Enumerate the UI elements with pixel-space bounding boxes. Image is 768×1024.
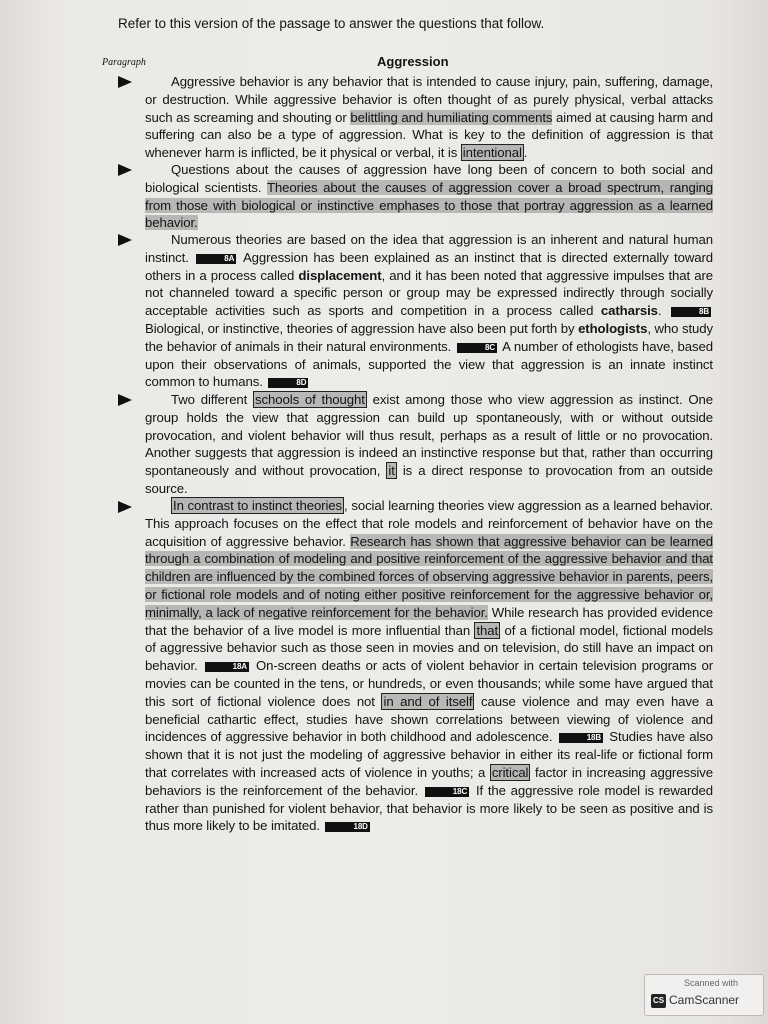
text: factor in increasing aggressive behaviors is the reinforcement of the behavior. xyxy=(145,764,713,798)
insertion-marker: 8C xyxy=(457,343,497,353)
text: , and it has been noted that aggressive impulses that are not channeled toward a specific person or group may be expressed indirectly through socially acceptable activities such as sports and competition in a process called xyxy=(145,267,713,319)
text: exist among those who view aggression as instinct. One group holds the view that aggression can build up spontaneously, with or without outside provocation, and violent behavior will thus result, perhaps as a result of little or no provocation. Another suggests that aggression is indeed an instinctive response but that, rather than occurring spontaneously and without provocation, xyxy=(145,392,713,479)
text: If the aggressive role model is rewarded rather than punished for violent behavior, that behavior is more likely to be seen as positive and is thus more likely to be imitated. xyxy=(145,782,713,834)
bold-term: displacement xyxy=(298,267,382,283)
insertion-marker: 18D xyxy=(325,822,369,832)
paragraph-4 xyxy=(145,391,713,498)
boxed-word: that xyxy=(476,622,499,638)
instructions: Refer to this version of the passage to answer the questions that follow. xyxy=(118,16,545,31)
boxed-phrase: schools of thought xyxy=(255,392,365,407)
insertion-marker: 8B xyxy=(671,307,711,317)
text: aimed at causing harm and suffering can also be a type of aggression. What is key to the definition of aggression is that whenever harm is inflicted, be it physical or verbal, it is xyxy=(145,109,713,161)
paragraph-arrow-icon xyxy=(117,393,133,407)
text: . xyxy=(523,145,528,161)
paragraph-1 xyxy=(145,73,713,162)
camscanner-logo-icon: CS xyxy=(651,994,666,1008)
scanned-with-label: Scanned with xyxy=(683,978,739,988)
paragraph-2 xyxy=(145,161,713,232)
text: Aggressive behavior is any behavior that is intended to cause injury, pain, suffering, damage, or destruction. While aggressive behavior is often thought of as purely physical, verbal attacks such as screaming and shouting or xyxy=(145,74,713,125)
text: A number of ethologists have, based upon their observations of animals, supported the view that aggression is an innate instinct common to humans. xyxy=(145,338,713,390)
text: Biological, or instinctive, theories of aggression have also been put forth by xyxy=(145,320,579,336)
paragraph-column-label: Paragraph xyxy=(102,57,146,68)
boxed-word: intentional xyxy=(462,145,522,161)
text: While research has provided evidence that the behavior of a live model is more influential than xyxy=(145,604,713,638)
insertion-marker: 18B xyxy=(559,733,603,743)
text: . xyxy=(657,303,669,319)
passage-title: Aggression xyxy=(377,54,449,69)
text: Questions about the causes of aggression have long been of concern to both social and biological scientists. xyxy=(145,162,713,195)
bold-term: catharsis xyxy=(600,303,658,319)
highlighted-sentence: Research has shown that aggressive behavior can be learned through a combination of modeling and positive reinforcement of the aggressive behavior and that children are influenced by the combined forces of observing aggressive behavior in parents, peers, or fictional role models and of noting either positive reinforcement for the aggressive behavior or, minimally, a lack of negative reinforcement for the behavior. xyxy=(145,533,713,620)
text: Aggression has been explained as an instinct that is directed externally toward others in a process called xyxy=(145,249,714,283)
highlighted-sentence: Theories about the causes of aggression cover a broad spectrum, ranging from those with biological or instinctive emphases to those that portray aggression as a learned behavior. xyxy=(145,179,713,231)
insertion-marker: 18C xyxy=(425,787,469,797)
text: Studies have also shown that it is not just the modeling of aggressive behavior in either its real-life or fictional form that correlates with increased acts of violence in youths; a xyxy=(145,729,714,780)
boxed-word: it xyxy=(388,463,395,479)
paragraph-arrow-icon xyxy=(117,500,133,514)
paragraph-arrow-icon xyxy=(117,233,133,247)
boxed-word: critical xyxy=(491,764,529,780)
paragraph-3 xyxy=(145,231,713,391)
insertion-marker: 18A xyxy=(205,662,249,672)
text: On-screen deaths or acts of violent behavior in certain television programs or movies can be counted in the tens, or hundreds, or even thousands; while some have argued that this sort of fictional violence does not xyxy=(145,658,714,709)
paragraph-arrow-icon xyxy=(117,75,133,89)
text: cause violence and may even have a beneficial cathartic effect, studies have shown correlations between viewing of violence and incidences of aggressive behavior in both childhood and adolescence. xyxy=(145,693,713,745)
insertion-marker: 8A xyxy=(196,254,236,264)
boxed-phrase: In contrast to instinct theories xyxy=(173,498,343,513)
highlighted-phrase: belittling and humiliating comments xyxy=(350,109,553,125)
camscanner-name: CamScanner xyxy=(669,993,740,1007)
paragraph-5 xyxy=(145,497,713,835)
text: , who study the behavior of animals in their natural environments. xyxy=(145,320,713,354)
text: Numerous theories are based on the idea that aggression is an inherent and natural human instinct. xyxy=(145,232,713,265)
paragraph-arrow-icon xyxy=(117,163,133,177)
boxed-phrase: in and of itself xyxy=(383,693,473,709)
insertion-marker: 8D xyxy=(268,378,308,388)
text: , social learning theories view aggression as a learned behavior. This approach focuses on the effect that role models and reinforcement of behavior have on the acquisition of aggressive behavior. xyxy=(145,498,713,549)
bold-term: ethologists xyxy=(578,320,648,336)
text: Two different xyxy=(171,392,254,407)
text: is a direct response to provocation from an outside source. xyxy=(145,463,713,496)
camscanner-watermark xyxy=(644,974,764,1016)
text: of a fictional model, fictional models of aggressive behavior such as those seen in movies and on television, do still have an impact on behavior. xyxy=(145,622,714,674)
